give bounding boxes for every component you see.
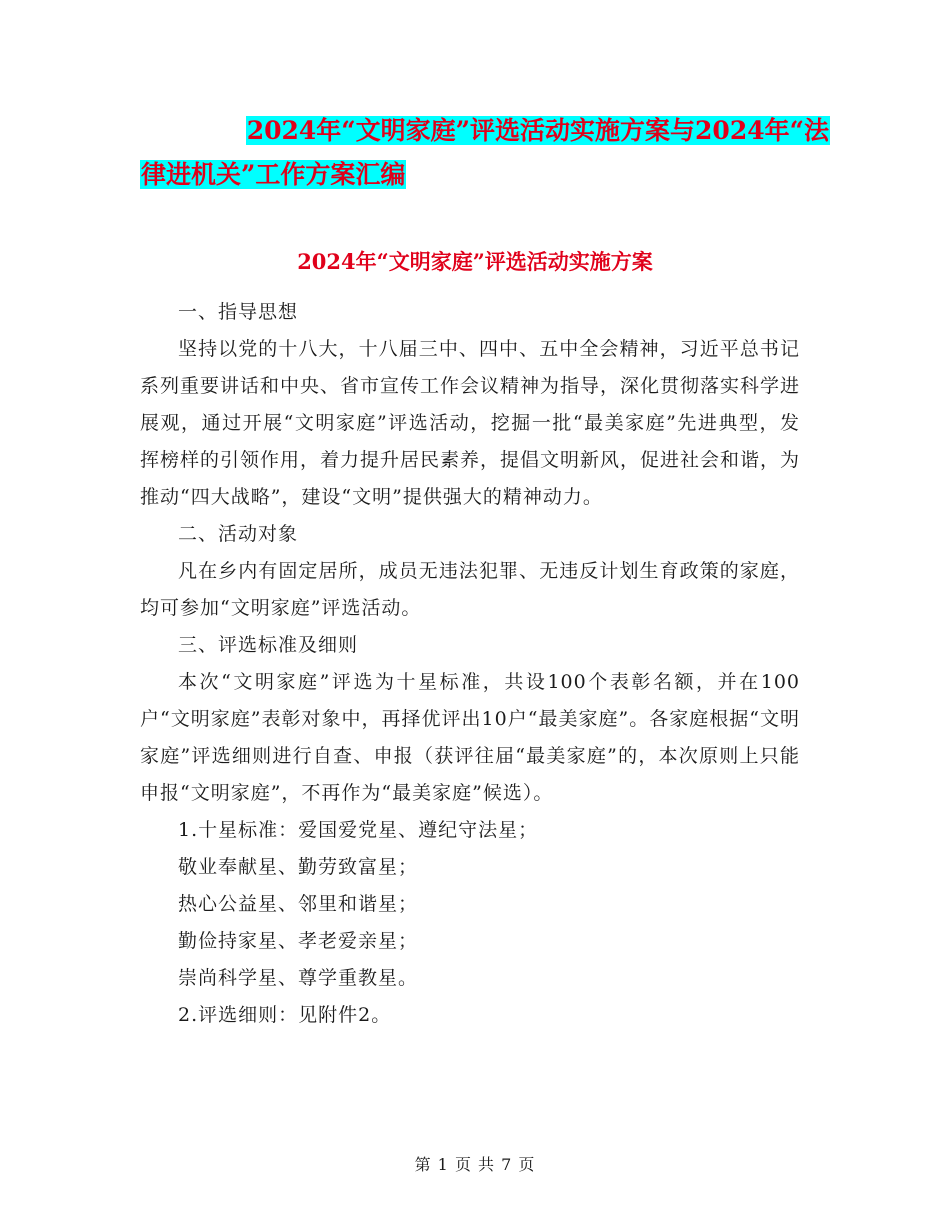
list-item: 勤俭持家星、孝老爱亲星； [178, 930, 419, 952]
paragraph-activity-targets: 凡在乡内有固定居所，成员无违法犯罪、无违反计划生育政策的家庭，均可参加“文明家庭”评选活动。 [140, 560, 800, 619]
heading-selection-criteria: 三、评选标准及细则 [178, 634, 359, 656]
document-title-line-2: 律进机关”工作方案汇编 [141, 160, 406, 189]
paragraph-guiding-ideology: 坚持以党的十八大，十八届三中、四中、五中全会精神，习近平总书记系列重要讲话和中央、省市宣传工作会议精神为指导，深化贯彻落实科学进展观，通过开展“文明家庭”评选活动，挖掘一批“最美家庭”先进典型，发挥榜样的引领作用，着力提升居民素养，提倡文明新风，促进社会和谐，为推动“四大战略”，建设“文明”提供强大的精神动力。 [140, 338, 801, 508]
list-item: 热心公益星、邻里和谐星； [178, 893, 419, 915]
document-body [140, 294, 800, 1034]
list-item: 敬业奉献星、勤劳致富星； [178, 856, 419, 878]
section-title: 2024年“文明家庭”评选活动实施方案 [297, 249, 653, 274]
list-item: 崇尚科学星、尊学重教星。 [178, 967, 419, 989]
page-number-footer: 第 1 页 共 7 页 [414, 1155, 536, 1174]
paragraph-selection-criteria: 本次“文明家庭”评选为十星标准，共设100个表彰名额，并在100户“文明家庭”表彰对象中，再择优评出10户“最美家庭”。各家庭根据“文明家庭”评选细则进行自查、申报（获评往届“最美家庭”的，本次原则上只能申报“文明家庭”，不再作为“最美家庭”候选）。 [140, 671, 800, 804]
heading-activity-targets: 二、活动对象 [178, 523, 299, 545]
document-title-line-1: 2024年“文明家庭”评选活动实施方案与2024年“法 [246, 116, 829, 145]
list-item: 1.十星标准：爱国爱党星、遵纪守法星； [178, 819, 539, 841]
list-item: 2.评选细则：见附件2。 [178, 1004, 392, 1026]
heading-guiding-ideology: 一、指导思想 [178, 301, 299, 323]
